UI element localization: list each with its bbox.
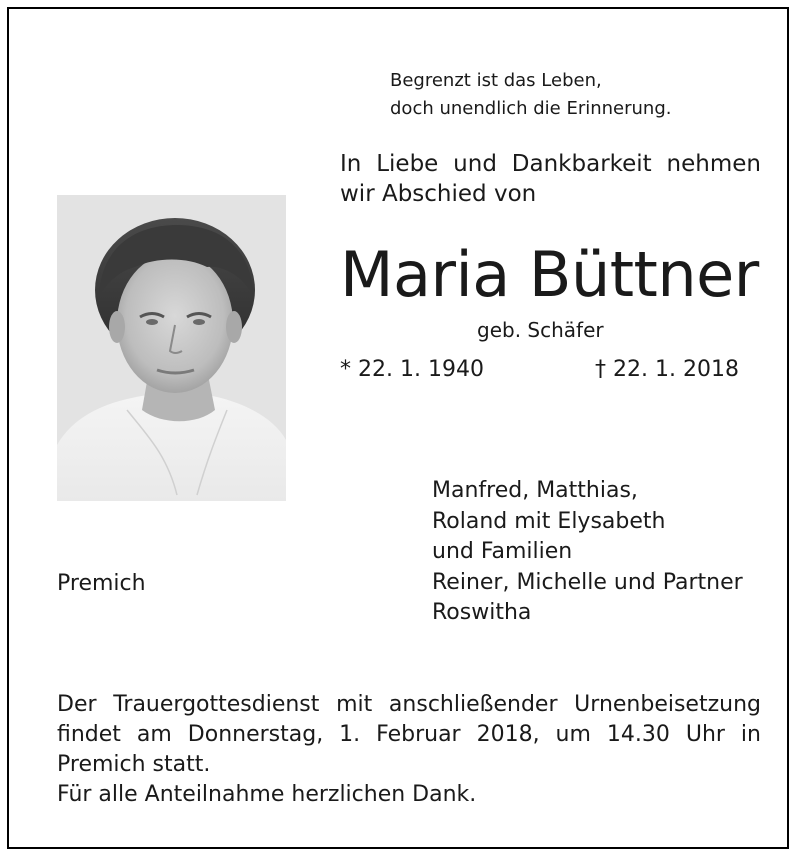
- intro-line-1: In Liebe und Dankbarkeit nehmen: [340, 151, 761, 177]
- birth-date: * 22. 1. 1940: [340, 357, 484, 382]
- portrait-photo: [57, 195, 286, 501]
- service-line-2: findet am Donnerstag, 1. Februar 2018, um 14.30 Uhr in: [57, 722, 761, 747]
- motto-line-1: Begrenzt ist das Leben,: [390, 70, 602, 91]
- mourner-line: Roland mit Elysabeth: [432, 508, 666, 534]
- mourner-line: Roswitha: [432, 600, 532, 625]
- mourner-line: Manfred, Matthias,: [432, 478, 638, 503]
- motto-verse: [390, 67, 671, 123]
- service-line-1: Der Trauergottesdienst mit anschließender Urnenbeisetzung: [57, 692, 761, 717]
- obituary-frame: [7, 7, 789, 849]
- intro-text: [340, 149, 761, 209]
- death-date: † 22. 1. 2018: [595, 357, 739, 382]
- service-line-3: Premich statt.: [57, 752, 211, 777]
- deceased-name: Maria Büttner: [340, 238, 759, 311]
- mourner-line: Reiner, Michelle und Partner: [432, 569, 743, 595]
- intro-line-2: wir Abschied von: [340, 181, 537, 207]
- maiden-name: geb. Schäfer: [477, 318, 604, 342]
- motto-line-2: doch unendlich die Erinnerung.: [390, 98, 672, 119]
- service-notice: [57, 690, 761, 810]
- place-name: Premich: [57, 571, 146, 596]
- mourners-list: [432, 476, 743, 629]
- thanks-line: Für alle Anteilnahme herzlichen Dank.: [57, 782, 477, 807]
- mourner-line: und Familien: [432, 539, 573, 564]
